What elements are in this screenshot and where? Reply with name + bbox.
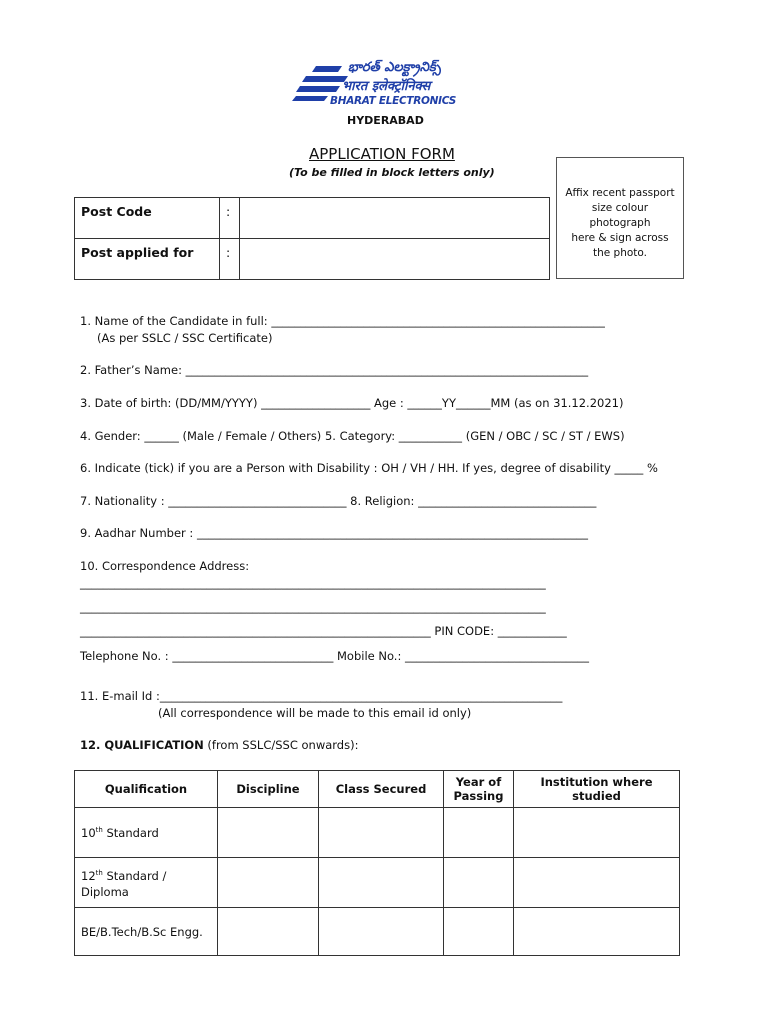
name-note: (As per SSLC / SSC Certificate) bbox=[97, 331, 273, 345]
form-title: APPLICATION FORM bbox=[309, 145, 455, 163]
institution-cell[interactable] bbox=[514, 908, 680, 956]
post-code-sep: : bbox=[220, 198, 240, 239]
table-row bbox=[75, 808, 680, 858]
photo-instruction-line: the photo. bbox=[592, 247, 647, 259]
post-applied-sep: : bbox=[220, 239, 240, 280]
photo-instruction-line: photograph bbox=[589, 217, 651, 229]
name-field[interactable]: 1. Name of the Candidate in full: __________________________________________________________ bbox=[80, 314, 605, 328]
post-code-label: Post Code bbox=[75, 198, 220, 239]
col-header-discipline: Discipline bbox=[218, 771, 319, 808]
disability-field[interactable]: 6. Indicate (tick) if you are a Person with Disability : OH / VH / HH. If yes, degree of disability _____ % bbox=[80, 461, 658, 475]
location-label: HYDERABAD bbox=[347, 114, 424, 127]
institution-cell[interactable] bbox=[514, 858, 680, 908]
col-header-class: Class Secured bbox=[319, 771, 444, 808]
table-row bbox=[75, 239, 550, 280]
qualification-heading-bold: 12. QUALIFICATION bbox=[80, 738, 204, 752]
post-code-field[interactable] bbox=[240, 198, 550, 239]
address-pincode-line[interactable]: _____________________________________________________________ PIN CODE: ____________ bbox=[80, 624, 567, 638]
nationality-religion-field[interactable]: 7. Nationality : _______________________________ 8. Religion: _______________________________ bbox=[80, 494, 597, 508]
gender-category-field[interactable]: 4. Gender: ______ (Male / Female / Others) 5. Category: ___________ (GEN / OBC / SC / ST / EWS) bbox=[80, 429, 625, 443]
qualification-heading bbox=[80, 738, 358, 752]
post-applied-label: Post applied for bbox=[75, 239, 220, 280]
dob-age-field[interactable]: 3. Date of birth: (DD/MM/YYYY) ___________________ Age : ______YY______MM (as on 31.12.2021) bbox=[80, 396, 624, 410]
photo-instruction-line: size colour bbox=[591, 202, 649, 214]
post-applied-field[interactable] bbox=[240, 239, 550, 280]
qualification-table bbox=[74, 770, 680, 956]
discipline-cell[interactable] bbox=[218, 908, 319, 956]
table-row bbox=[75, 198, 550, 239]
photo-box[interactable] bbox=[556, 157, 684, 279]
father-name-field[interactable]: 2. Father’s Name: ______________________________________________________________________ bbox=[80, 363, 589, 377]
qualification-cell: 10th Standard bbox=[75, 808, 218, 858]
year-cell[interactable] bbox=[444, 858, 514, 908]
col-header-year: Year of Passing bbox=[444, 771, 514, 808]
year-cell[interactable] bbox=[444, 908, 514, 956]
institution-cell[interactable] bbox=[514, 808, 680, 858]
logo-hindi-text: भारत इलेक्ट्रॉनिक्स bbox=[342, 79, 431, 94]
table-row bbox=[75, 908, 680, 956]
form-subtitle: (To be filled in block letters only) bbox=[289, 166, 495, 179]
logo-english-text: BHARAT ELECTRONICS bbox=[330, 95, 457, 107]
discipline-cell[interactable] bbox=[218, 808, 319, 858]
company-logo bbox=[292, 60, 482, 112]
address-label: 10. Correspondence Address: bbox=[80, 559, 250, 573]
col-header-institution: Institution where studied bbox=[514, 771, 680, 808]
col-header-qualification: Qualification bbox=[75, 771, 218, 808]
address-line-1[interactable]: _________________________________________________________________________________ bbox=[80, 576, 546, 590]
qualification-cell: BE/B.Tech/B.Sc Engg. bbox=[75, 908, 218, 956]
phone-mobile-field[interactable]: Telephone No. : ____________________________ Mobile No.: ________________________________ bbox=[80, 649, 589, 663]
qualification-cell: 12th Standard / Diploma bbox=[75, 858, 218, 908]
class-cell[interactable] bbox=[319, 808, 444, 858]
aadhar-field[interactable]: 9. Aadhar Number : ____________________________________________________________________ bbox=[80, 526, 588, 540]
email-note: (All correspondence will be made to this email id only) bbox=[158, 706, 472, 720]
address-line-2[interactable]: _________________________________________________________________________________ bbox=[80, 600, 546, 614]
year-cell[interactable] bbox=[444, 808, 514, 858]
photo-instruction-line: here & sign across bbox=[571, 232, 669, 244]
class-cell[interactable] bbox=[319, 908, 444, 956]
post-table bbox=[74, 197, 550, 280]
photo-instruction-line: Affix recent passport bbox=[565, 187, 675, 199]
discipline-cell[interactable] bbox=[218, 858, 319, 908]
class-cell[interactable] bbox=[319, 858, 444, 908]
email-field[interactable]: 11. E-mail Id :______________________________________________________________________ bbox=[80, 689, 563, 703]
table-header-row bbox=[75, 771, 680, 808]
qualification-heading-rest: (from SSLC/SSC onwards): bbox=[203, 738, 359, 752]
logo-telugu-text: భారత్ ఎలక్ట్రానిక్స్ bbox=[348, 60, 441, 75]
table-row bbox=[75, 858, 680, 908]
